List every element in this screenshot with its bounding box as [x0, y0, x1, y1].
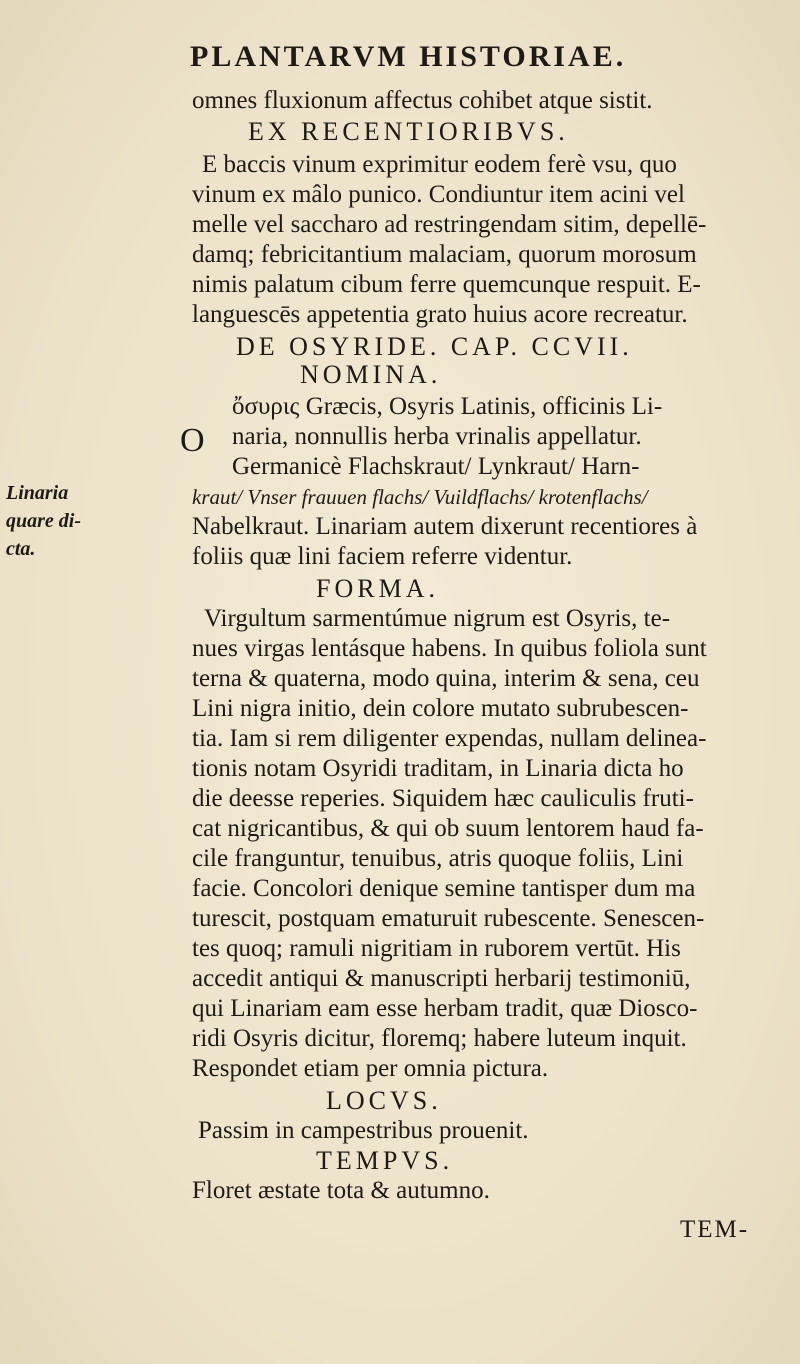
- text-line-24: die deesse reperies. Siquidem hæc cauliculis fruti-: [192, 785, 694, 812]
- margin-note-line-1: Linaria: [6, 482, 69, 504]
- section-heading-recentioribus: EX RECENTIORIBVS.: [248, 117, 569, 146]
- section-heading-nomina: NOMINA.: [300, 360, 442, 389]
- text-line-28: turescit, postquam ematuruit rubescente. Senescen-: [192, 905, 705, 932]
- text-line-16: foliis quæ lini faciem referre videntur.: [192, 543, 573, 570]
- running-header: PLANTARVM HISTORIAE.: [190, 40, 627, 73]
- text-line-31: qui Linariam eam esse herbam tradit, quæ Diosco-: [192, 995, 698, 1022]
- catchword: TEM-: [680, 1216, 750, 1243]
- margin-note-line-2: quare di-: [6, 510, 81, 532]
- text-line-15: Nabelkraut. Linariam autem dixerunt recentiores à: [192, 513, 698, 540]
- section-heading-tempus: TEMPVS.: [316, 1146, 454, 1175]
- text-line-29: tes quoq; ramuli nigritiam in ruborem vertūt. His: [192, 935, 681, 962]
- text-line-11: ὄσυρις Græcis, Osyris Latinis, officinis Li-: [232, 393, 663, 420]
- text-line-21: Lini nigra initio, dein colore mutato subrubescen-: [192, 695, 689, 722]
- text-line-6: damq; febricitantium malaciam, quorum morosum: [192, 241, 697, 268]
- text-line-27: facie. Concolori denique semine tantisper dum ma: [192, 875, 696, 902]
- text-line-7: nimis palatum cibum ferre quemcunque respuit. E-: [192, 271, 701, 298]
- text-line-4: vinum ex mâlo punico. Condiuntur item acini vel: [192, 181, 685, 208]
- text-line-8: languescēs appetentia grato huius acore recreatur.: [192, 301, 688, 328]
- text-line-1: omnes fluxionum affectus cohibet atque sistit.: [192, 87, 653, 114]
- text-line-12: naria, nonnullis herba vrinalis appellatur.: [232, 423, 642, 450]
- text-line-35: Passim in campestribus prouenit.: [198, 1117, 529, 1144]
- text-line-23: tionis notam Osyridi traditam, in Linaria dicta ho: [192, 755, 684, 782]
- text-line-22: tia. Iam si rem diligenter expendas, nullam delinea-: [192, 725, 707, 752]
- text-line-30: accedit antiqui & manuscripti herbarij testimoniū,: [192, 965, 691, 992]
- text-line-33: Respondet etiam per omnia pictura.: [192, 1055, 549, 1082]
- chapter-heading: DE OSYRIDE. CAP. CCVII.: [236, 332, 633, 361]
- text-line-32: ridi Osyris dicitur, floremq; habere luteum inquit.: [192, 1025, 687, 1052]
- section-heading-forma: FORMA.: [316, 574, 439, 603]
- text-line-3: E baccis vinum exprimitur eodem ferè vsu, quo: [202, 151, 677, 178]
- section-heading-locus: LOCVS.: [326, 1086, 442, 1115]
- text-line-37: Floret æstate tota & autumno.: [192, 1177, 490, 1204]
- text-line-20: terna & quaterna, modo quina, interim & sena, ceu: [192, 665, 700, 692]
- text-line-13: Germanicè Flachskraut/ Lynkraut/ Harn-: [232, 453, 640, 480]
- text-line-26: cile franguntur, tenuibus, atris quoque foliis, Lini: [192, 845, 684, 872]
- text-line-18: Virgultum sarmentúmue nigrum est Osyris, te-: [204, 605, 671, 632]
- margin-note-line-3: cta.: [6, 538, 36, 560]
- text-line-5: melle vel saccharo ad restringendam sitim, depellē-: [192, 211, 707, 238]
- drop-cap: O: [180, 422, 205, 459]
- text-line-14: kraut/ Vnser frauuen flachs/ Vuildflachs/ krotenflachs/: [192, 485, 648, 509]
- text-line-25: cat nigricantibus, & qui ob suum lentorem haud fa-: [192, 815, 704, 842]
- text-line-19: nues virgas lentásque habens. In quibus foliola sunt: [192, 635, 707, 662]
